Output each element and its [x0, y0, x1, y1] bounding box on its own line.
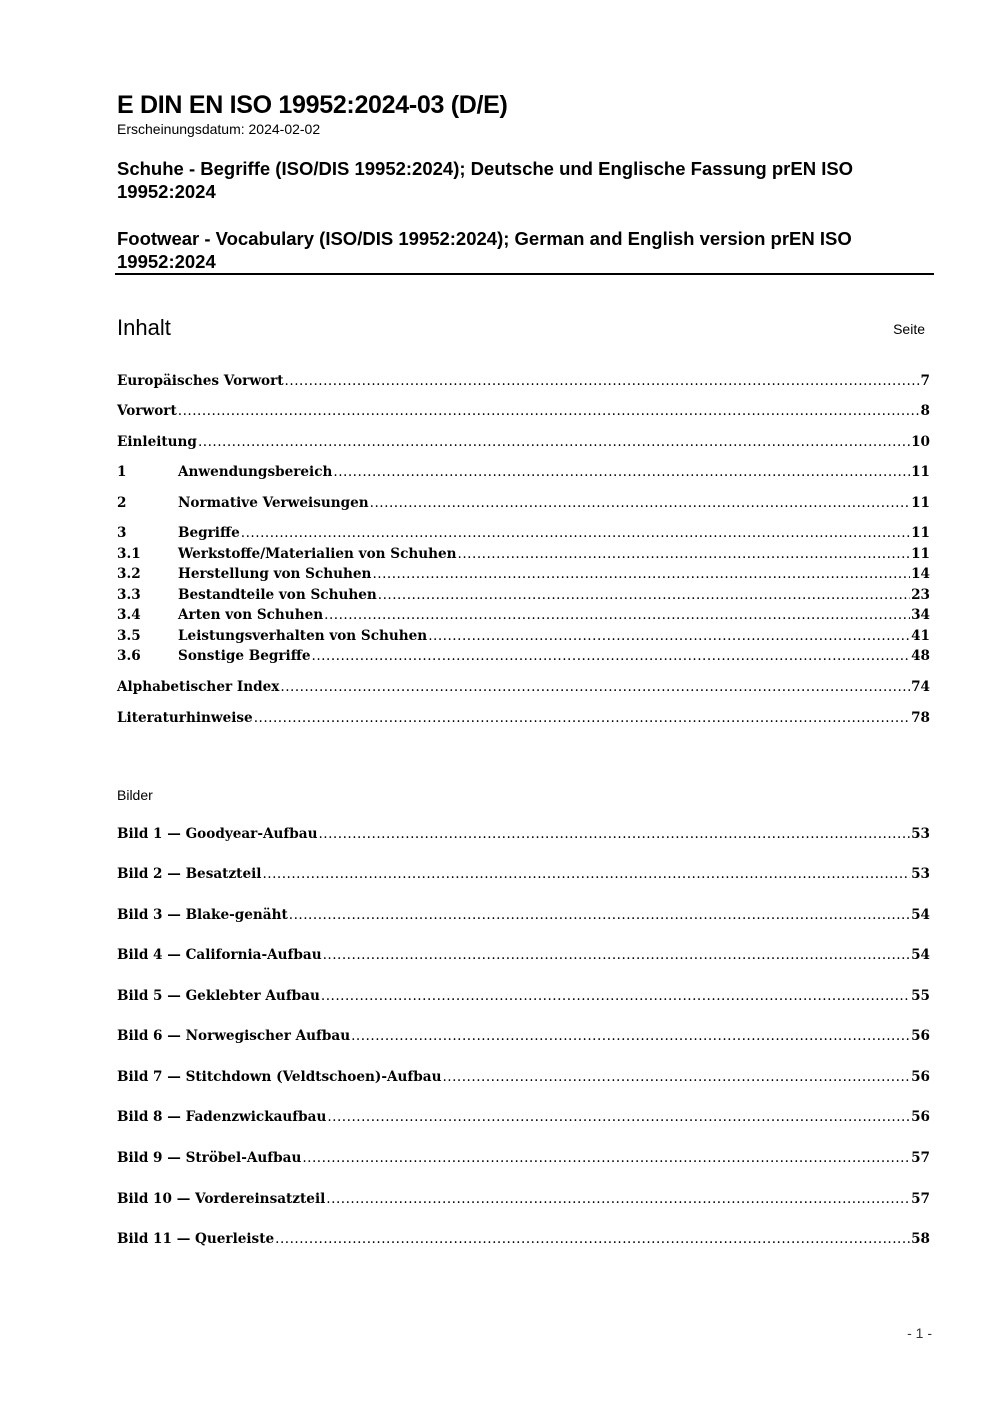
toc-dot-leader: [351, 1027, 910, 1045]
toc-entry-number: 3.3: [117, 587, 141, 603]
toc-entry-page: 11: [911, 525, 930, 541]
toc-dot-leader: [370, 494, 910, 512]
toc-entry-title: Sonstige Begriffe: [178, 648, 311, 664]
figure-entry[interactable]: [117, 865, 930, 883]
figure-entry-title: Bild 4 — California-Aufbau: [117, 947, 322, 963]
toc-entry-page: 11: [911, 464, 930, 480]
figure-entry-title: Bild 10 — Vordereinsatzteil: [117, 1191, 326, 1207]
toc-entry-number: 3.2: [117, 566, 141, 582]
toc-entry-number: 3.4: [117, 607, 141, 623]
toc-dot-leader: [275, 1230, 910, 1248]
toc-entry[interactable]: [117, 463, 930, 481]
figure-entry-title: Bild 7 — Stitchdown (Veldtschoen)-Aufbau: [117, 1069, 442, 1085]
toc-entry[interactable]: [117, 372, 930, 390]
toc-entry-page: 8: [920, 403, 930, 419]
figure-entry-title: Bild 2 — Besatzteil: [117, 866, 262, 882]
toc-entry-title: Literaturhinweise: [117, 710, 253, 726]
toc-entry-page: 74: [911, 679, 930, 695]
toc-entry[interactable]: [117, 647, 930, 665]
toc-dot-leader: [333, 463, 910, 481]
toc-dot-leader: [326, 1190, 910, 1208]
header-divider: [115, 273, 934, 275]
toc-entry-title: Europäisches Vorwort: [117, 373, 284, 389]
figure-entry-page: 56: [911, 1069, 930, 1085]
toc-entry-page: 14: [911, 566, 930, 582]
toc-entry[interactable]: [117, 606, 930, 624]
figure-entry[interactable]: [117, 1230, 930, 1248]
toc-dot-leader: [324, 606, 910, 624]
figure-entry[interactable]: [117, 1149, 930, 1167]
figure-entry[interactable]: [117, 1027, 930, 1045]
figure-entry-page: 53: [911, 866, 930, 882]
figure-entry-title: Bild 1 — Goodyear-Aufbau: [117, 826, 318, 842]
toc-dot-leader: [254, 709, 910, 727]
figure-entry[interactable]: [117, 987, 930, 1005]
toc-dot-leader: [312, 647, 911, 665]
toc-entry[interactable]: [117, 545, 930, 563]
toc-entry-number: 3.1: [117, 546, 141, 562]
figure-entry[interactable]: [117, 825, 930, 843]
figure-entry-title: Bild 6 — Norwegischer Aufbau: [117, 1028, 351, 1044]
toc-entry-page: 34: [911, 607, 930, 623]
figure-entry[interactable]: [117, 1190, 930, 1208]
toc-entry-title: Herstellung von Schuhen: [178, 566, 372, 582]
toc-entry-number: 2: [117, 495, 127, 511]
toc-entry-page: 7: [920, 373, 930, 389]
document-number: E DIN EN ISO 19952:2024-03 (D/E): [117, 91, 508, 119]
toc-entry[interactable]: [117, 433, 930, 451]
toc-dot-leader: [327, 1108, 910, 1126]
toc-dot-leader: [378, 586, 910, 604]
toc-entry-title: Alphabetischer Index: [117, 679, 280, 695]
figure-entry-page: 56: [911, 1028, 930, 1044]
figure-entry-title: Bild 3 — Blake-genäht: [117, 907, 288, 923]
toc-entry-title: Leistungsverhalten von Schuhen: [178, 628, 428, 644]
toc-page-column-label: Seite: [893, 321, 925, 337]
toc-entry-title: Vorwort: [117, 403, 177, 419]
toc-dot-leader: [178, 402, 920, 420]
toc-dot-leader: [458, 545, 911, 563]
toc-entry[interactable]: [117, 586, 930, 604]
title-english: Footwear - Vocabulary (ISO/DIS 19952:2024); German and English version prEN ISO 19952:2024: [117, 228, 852, 272]
figure-entry-page: 57: [911, 1150, 930, 1166]
toc-entry-page: 48: [911, 648, 930, 664]
toc-entry-number: 3.5: [117, 628, 141, 644]
toc-entry[interactable]: [117, 565, 930, 583]
toc-entry-title: Arten von Schuhen: [178, 607, 324, 623]
title-german: Schuhe - Begriffe (ISO/DIS 19952:2024); Deutsche und Englische Fassung prEN ISO 19952:2024: [117, 158, 854, 202]
toc-entry-title: Einleitung: [117, 434, 197, 450]
figure-entry-page: 57: [911, 1191, 930, 1207]
figure-entry-page: 55: [911, 988, 930, 1004]
figure-entry[interactable]: [117, 1108, 930, 1126]
toc-entry[interactable]: [117, 709, 930, 727]
toc-entry[interactable]: [117, 678, 930, 696]
figure-entry-title: Bild 9 — Ströbel-Aufbau: [117, 1150, 302, 1166]
toc-entry-title: Normative Verweisungen: [178, 495, 369, 511]
toc-dot-leader: [289, 906, 910, 924]
toc-entry-title: Werkstoffe/Materialien von Schuhen: [178, 546, 457, 562]
toc-entry-title: Anwendungsbereich: [178, 464, 333, 480]
toc-dot-leader: [302, 1149, 910, 1167]
figure-entry-title: Bild 5 — Geklebter Aufbau: [117, 988, 320, 1004]
toc-entry[interactable]: [117, 627, 930, 645]
figure-entry-page: 54: [911, 947, 930, 963]
toc-entry-number: 3: [117, 525, 127, 541]
toc-entry[interactable]: [117, 402, 930, 420]
toc-entry-number: 3.6: [117, 648, 141, 664]
toc-dot-leader: [241, 524, 910, 542]
toc-entry-page: 23: [911, 587, 930, 603]
publication-date: Erscheinungsdatum: 2024-02-02: [117, 121, 321, 137]
figures-heading: Bilder: [117, 787, 153, 803]
figure-entry-title: Bild 11 — Querleiste: [117, 1231, 275, 1247]
figure-entry[interactable]: [117, 946, 930, 964]
page-number: - 1 -: [907, 1325, 932, 1341]
toc-entry-title: Bestandteile von Schuhen: [178, 587, 377, 603]
toc-dot-leader: [198, 433, 910, 451]
toc-dot-leader: [262, 865, 910, 883]
figure-entry-page: 53: [911, 826, 930, 842]
toc-dot-leader: [372, 565, 910, 583]
toc-dot-leader: [428, 627, 910, 645]
toc-dot-leader: [323, 946, 911, 964]
toc-dot-leader: [280, 678, 910, 696]
toc-dot-leader: [442, 1068, 910, 1086]
toc-entry-page: 11: [911, 546, 930, 562]
figure-entry-title: Bild 8 — Fadenzwickaufbau: [117, 1109, 327, 1125]
figure-entry-page: 58: [911, 1231, 930, 1247]
figure-entry[interactable]: [117, 1068, 930, 1086]
toc-entry-page: 78: [911, 710, 930, 726]
toc-entry-page: 10: [911, 434, 930, 450]
toc-entry-title: Begriffe: [178, 525, 240, 541]
toc-dot-leader: [318, 825, 910, 843]
toc-dot-leader: [285, 372, 920, 390]
toc-entry[interactable]: [117, 494, 930, 512]
toc-entry[interactable]: [117, 524, 930, 542]
toc-entry-page: 41: [911, 628, 930, 644]
toc-entry-page: 11: [911, 495, 930, 511]
figure-entry-page: 54: [911, 907, 930, 923]
figure-entry-page: 56: [911, 1109, 930, 1125]
figure-entry[interactable]: [117, 906, 930, 924]
toc-heading: Inhalt: [117, 315, 171, 340]
toc-dot-leader: [321, 987, 910, 1005]
toc-entry-number: 1: [117, 464, 127, 480]
